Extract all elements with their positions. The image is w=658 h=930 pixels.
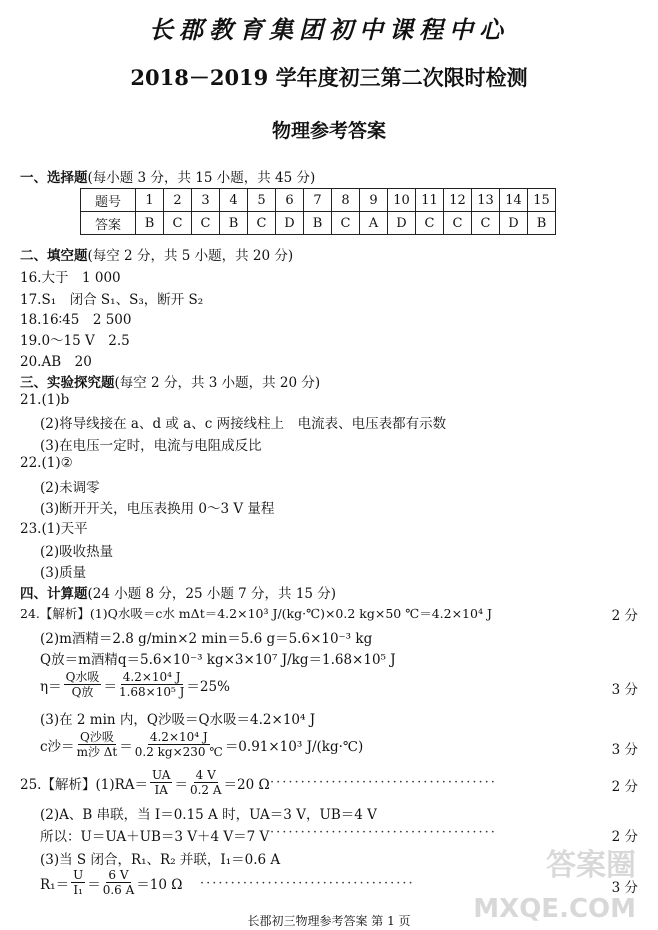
fraction	[190, 768, 222, 797]
fraction	[119, 670, 184, 699]
question-number-cell: 7	[304, 189, 332, 212]
question-number-cell: 3	[192, 189, 220, 212]
answer-cell: D	[388, 212, 416, 235]
fraction	[64, 670, 102, 699]
question-number-cell: 13	[472, 189, 500, 212]
section-2-title: 二、填空题	[20, 248, 88, 264]
q24-efficiency: η＝ $\frac{\text{Q水吸}}{\text{Q放}}$ ＝ $\frac{\text{4.2×10⁴ J}}{\text{1.68×10⁵ J}}$ ＝25%	[40, 670, 230, 699]
answer-cell: D	[500, 212, 528, 235]
section-1-title: 一、选择题	[20, 170, 88, 186]
section-3-title: 三、实验探究题	[20, 375, 115, 391]
answer-21-1: 21.(1)b	[20, 392, 70, 408]
section-2-note: (每空 2 分，共 5 小题，共 20 分)	[87, 248, 294, 264]
fraction	[71, 868, 85, 897]
fraction	[135, 730, 223, 759]
numerator: Q水吸	[65, 670, 100, 684]
numerator: Q沙吸	[79, 730, 114, 744]
question-number-cell: 6	[276, 189, 304, 212]
q25-score-3: 3 分	[611, 880, 638, 896]
answer-22-1: 22.(1)②	[20, 455, 73, 471]
question-number-cell: 14	[500, 189, 528, 212]
numerator: 4.2×10⁴ J	[149, 730, 208, 744]
dot-leader: ·····································	[270, 825, 497, 840]
answer-22-2: (2)未调零	[40, 480, 100, 496]
c-lhs: c沙＝	[40, 738, 75, 755]
section-1-heading	[20, 166, 315, 186]
answer-20: 20.AB 20	[20, 354, 92, 370]
answer-cell: C	[444, 212, 472, 235]
denominator: 0.6 A	[102, 883, 135, 897]
numerator: 4 V	[195, 768, 216, 782]
watermark-url: MXQE.COM	[473, 894, 636, 924]
answer-cell: B	[220, 212, 248, 235]
question-number-cell: 15	[528, 189, 556, 212]
r-result: ＝20 Ω	[223, 776, 270, 793]
q24-line-1: 24.【解析】(1)Q水吸＝c水 mΔt＝4.2×10³ J/(kg·℃)×0.2 kg×50 ℃＝4.2×10⁴ J	[20, 606, 492, 621]
table-row-numbers	[81, 189, 556, 212]
exam-title: 2018－2019 学年度初三第二次限时检测	[130, 65, 528, 90]
answer-21-2: (2)将导线接在 a、d 或 a、c 两接线柱上 电流表、电压表都有示数	[40, 416, 447, 432]
org-title: 长郡教育集团初中课程中心	[149, 15, 509, 44]
answer-23-1: 23.(1)天平	[20, 521, 88, 537]
q25-line-2: (2)A、B 串联，当 I＝0.15 A 时，UA＝3 V，UB＝4 V	[40, 807, 377, 823]
eta-result: ＝25%	[186, 678, 230, 695]
answer-cell: C	[416, 212, 444, 235]
answer-cell: C	[332, 212, 360, 235]
section-2-heading	[20, 244, 293, 264]
question-number-cell: 4	[220, 189, 248, 212]
q24-score-1: 2 分	[611, 608, 638, 624]
answer-cell: C	[192, 212, 220, 235]
denominator: 1.68×10⁵ J	[118, 685, 185, 699]
section-4-note: (24 小题 8 分，25 小题 7 分，共 15 分)	[87, 586, 337, 602]
question-number-cell: 12	[444, 189, 472, 212]
section-3-heading	[20, 371, 320, 391]
q24-score-2: 3 分	[611, 682, 638, 698]
q25-line-4: (3)当 S 闭合，R₁、R₂ 并联，I₁＝0.6 A	[40, 852, 281, 868]
r1-lhs: R₁＝	[40, 876, 70, 893]
r1-result: ＝10 Ω	[136, 876, 183, 893]
dot-leader: ···································	[200, 876, 415, 891]
q24-line-2: (2)m酒精＝2.8 g/min×2 min＝5.6 g＝5.6×10⁻³ kg	[40, 631, 373, 647]
row-header-number: 题号	[81, 189, 136, 212]
q24-line-3: Q放＝m酒精q＝5.6×10⁻³ kg×3×10⁷ J/kg＝1.68×10⁵ J	[40, 652, 396, 668]
table-row-answers	[81, 212, 556, 235]
answer-23-2: (2)吸收热量	[40, 544, 114, 560]
answer-cell: D	[276, 212, 304, 235]
q25-resistance-1: R₁＝ $\frac{U}{\text{I₁}}$ ＝ $\frac{6 V}{0.6 A}$ ＝10 Ω	[40, 868, 183, 897]
numerator: 6 V	[108, 868, 129, 882]
answer-19: 19.0～15 V 2.5	[20, 333, 130, 349]
q25-resistance-a: 25.【解析】(1)RA＝ $\frac{UA}{IA}$ ＝ $\frac{4 V}{0.2 A}$ ＝20 Ω	[20, 768, 270, 797]
answer-21-3: (3)在电压一定时，电流与电阻成反比	[40, 438, 262, 454]
question-number-cell: 2	[164, 189, 192, 212]
answer-18: 18.16∶45 2 500	[20, 312, 132, 328]
denominator: 0.2 A	[189, 783, 222, 797]
section-4-title: 四、计算题	[20, 586, 88, 602]
q24-specific-heat: c沙＝ $\frac{\text{Q沙吸}}{\text{m沙 Δt}}$ ＝ $\frac{\text{4.2×10⁴ J}}{0.2 kg\times 230 ℃}$ ＝0.91×10³ J/(kg·℃)	[40, 730, 364, 759]
denominator: m沙 Δt	[76, 745, 118, 759]
fraction	[150, 768, 172, 797]
numerator: 4.2×10⁴ J	[122, 670, 181, 684]
answer-cell: A	[360, 212, 388, 235]
question-number-cell: 10	[388, 189, 416, 212]
dot-leader: ·····································	[270, 775, 497, 790]
watermark-logo: 答案圈	[546, 848, 636, 883]
c-result: ＝0.91×10³ J/(kg·℃)	[224, 738, 364, 755]
answer-cell: B	[136, 212, 164, 235]
q25-line-3: 所以：U＝UA＋UB＝3 V＋4 V＝7 V	[40, 829, 270, 845]
page-footer: 长郡初三物理参考答案 第 1 页	[247, 914, 411, 928]
numerator: U	[73, 868, 84, 882]
row-header-answer: 答案	[81, 212, 136, 235]
denominator: 0.2 kg×230 ℃	[134, 745, 223, 759]
answer-cell: C	[248, 212, 276, 235]
answer-cell: C	[472, 212, 500, 235]
q24-score-3: 3 分	[611, 742, 638, 758]
denominator: Q放	[71, 685, 94, 699]
question-number-cell: 11	[416, 189, 444, 212]
section-4-heading	[20, 582, 336, 602]
section-3-note: (每空 2 分，共 3 小题，共 20 分)	[114, 375, 321, 391]
answer-23-3: (3)质量	[40, 565, 87, 581]
denominator: I₁	[73, 883, 83, 897]
question-number-cell: 5	[248, 189, 276, 212]
answer-17: 17.S₁ 闭合 S₁、S₃，断开 S₂	[20, 292, 204, 308]
answer-cell: B	[304, 212, 332, 235]
answer-cell: C	[164, 212, 192, 235]
answer-22-3: (3)断开开关，电压表换用 0～3 V 量程	[40, 501, 275, 517]
question-number-cell: 1	[136, 189, 164, 212]
answer-cell: B	[528, 212, 556, 235]
r-lhs: 25.【解析】(1)RA＝	[20, 776, 149, 793]
answer-table	[80, 188, 556, 235]
section-1-note: (每小题 3 分，共 15 小题，共 45 分)	[87, 170, 316, 186]
q25-score-2: 2 分	[611, 829, 638, 845]
denominator: IA	[154, 783, 168, 797]
eta-lhs: η＝	[40, 678, 62, 695]
answer-16: 16.大于 1 000	[20, 270, 121, 286]
numerator: UA	[152, 768, 171, 782]
fraction	[103, 868, 135, 897]
fraction	[77, 730, 118, 759]
q25-score-1: 2 分	[611, 779, 638, 795]
doc-subtitle: 物理参考答案	[271, 120, 386, 142]
question-number-cell: 9	[360, 189, 388, 212]
q24-line-5: (3)在 2 min 内，Q沙吸＝Q水吸＝4.2×10⁴ J	[40, 712, 316, 728]
question-number-cell: 8	[332, 189, 360, 212]
